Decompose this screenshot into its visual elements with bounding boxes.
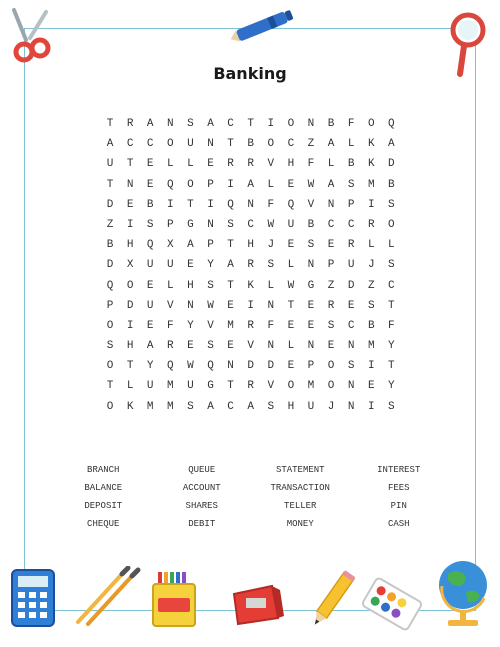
grid-letter: C — [227, 118, 234, 130]
word-list-item: TRANSACTION — [270, 483, 330, 493]
grid-row — [100, 195, 401, 215]
grid-letter: D — [247, 360, 254, 373]
grid-letter: D — [347, 279, 355, 292]
grid-letter: R — [247, 158, 254, 171]
grid-letter: P — [106, 299, 114, 312]
grid-letter: T — [126, 360, 134, 373]
grid-letter: N — [207, 138, 214, 151]
grid-letter: N — [347, 340, 355, 353]
grid-letter: K — [126, 400, 134, 413]
grid-letter: Q — [287, 198, 295, 211]
grid-letter: Y — [187, 319, 194, 332]
grid-letter: C — [327, 218, 335, 231]
grid-letter: N — [307, 118, 315, 130]
word-list-item: INTEREST — [377, 465, 421, 475]
grid-letter: K — [367, 158, 375, 171]
grid-letter: V — [167, 299, 174, 312]
grid-letter: B — [307, 218, 315, 231]
grid-letter: M — [167, 400, 174, 413]
grid-letter: T — [106, 118, 114, 130]
scissors-icon — [6, 8, 56, 68]
grid-letter: B — [347, 158, 355, 171]
grid-letter: H — [187, 279, 194, 292]
grid-letter: T — [187, 198, 194, 211]
grid-letter: T — [227, 279, 234, 292]
grid-letter: A — [247, 178, 254, 191]
grid-letter: D — [126, 299, 134, 312]
grid-letter: G — [307, 279, 315, 292]
grid-letter: I — [367, 360, 375, 373]
grid-letter: E — [367, 380, 375, 393]
word-list-item: ACCOUNT — [182, 483, 221, 493]
grid-row — [100, 255, 401, 275]
grid-letter: N — [347, 400, 355, 413]
grid-letter: H — [247, 239, 254, 252]
grid-letter: E — [287, 239, 295, 252]
grid-letter: S — [207, 279, 214, 292]
page-title: Banking — [213, 64, 287, 83]
grid-letter: H — [287, 158, 295, 171]
grid-letter: I — [167, 198, 174, 211]
grid-letter: I — [227, 178, 234, 191]
grid-letter: B — [106, 239, 114, 252]
grid-letter: T — [227, 380, 234, 393]
grid-letter: D — [106, 198, 114, 211]
grid-row — [100, 235, 401, 255]
grid-letter: E — [146, 158, 154, 171]
grid-letter: L — [267, 178, 275, 191]
grid-letter: Q — [207, 360, 214, 373]
word-list-item: DEBIT — [188, 519, 216, 529]
grid-letter: U — [307, 400, 315, 413]
paint-palette-icon — [362, 574, 422, 634]
grid-letter: N — [307, 259, 315, 272]
grid-letter: C — [347, 218, 355, 231]
grid-letter: A — [247, 400, 254, 413]
grid-letter: N — [307, 340, 315, 353]
grid-letter: R — [367, 218, 375, 231]
grid-letter: A — [327, 138, 335, 151]
grid-letter: L — [267, 279, 275, 292]
grid-letter: F — [267, 319, 275, 332]
grid-letter: Z — [367, 279, 375, 292]
grid-letter: M — [367, 178, 375, 191]
grid-letter: D — [388, 158, 395, 171]
grid-letter: S — [267, 259, 275, 272]
grid-row — [100, 356, 401, 376]
grid-letter: O — [106, 319, 114, 332]
grid-letter: E — [287, 319, 295, 332]
grid-letter: V — [267, 158, 275, 171]
grid-letter: S — [388, 198, 395, 211]
grid-letter: O — [327, 380, 335, 393]
grid-letter: E — [287, 360, 295, 373]
grid-letter: S — [106, 340, 114, 353]
grid-letter: E — [307, 319, 315, 332]
grid-letter: I — [247, 299, 254, 312]
grid-row — [100, 215, 401, 235]
grid-letter: U — [187, 138, 194, 151]
grid-row — [100, 276, 401, 296]
grid-letter: B — [247, 138, 254, 151]
grid-letter: R — [126, 118, 134, 130]
grid-letter: Z — [327, 279, 335, 292]
grid-letter: W — [287, 279, 295, 292]
paintbrushes-icon — [72, 566, 142, 628]
grid-letter: O — [367, 118, 375, 130]
grid-letter: D — [267, 360, 275, 373]
grid-letter: M — [227, 319, 234, 332]
grid-letter: E — [327, 340, 335, 353]
grid-letter: C — [126, 138, 134, 151]
word-list — [54, 461, 448, 533]
grid-letter: E — [227, 340, 234, 353]
grid-letter: B — [327, 118, 335, 130]
grid-letter: A — [388, 138, 395, 151]
grid-letter: L — [187, 158, 194, 171]
grid-letter: R — [227, 158, 234, 171]
grid-letter: A — [207, 400, 214, 413]
grid-letter: Y — [388, 340, 395, 353]
grid-row — [100, 336, 401, 356]
grid-letter: L — [287, 259, 295, 272]
grid-letter: X — [126, 259, 134, 272]
grid-letter: G — [207, 380, 214, 393]
grid-letter: U — [146, 259, 154, 272]
grid-letter: R — [247, 380, 254, 393]
grid-letter: E — [307, 299, 315, 312]
grid-letter: H — [126, 340, 134, 353]
word-list-item: TELLER — [284, 501, 317, 511]
grid-letter: I — [367, 198, 375, 211]
grid-row — [100, 154, 401, 174]
grid-letter: I — [367, 400, 375, 413]
grid-letter: L — [367, 239, 375, 252]
grid-letter: I — [126, 218, 134, 231]
grid-letter: O — [126, 279, 134, 292]
grid-letter: E — [347, 299, 355, 312]
grid-row — [100, 316, 401, 336]
letter-grid — [100, 114, 401, 417]
grid-letter: C — [347, 319, 355, 332]
word-list-item: DEPOSIT — [84, 501, 123, 511]
grid-letter: F — [167, 319, 174, 332]
grid-letter: O — [287, 380, 295, 393]
grid-letter: O — [287, 118, 295, 130]
grid-letter: S — [187, 400, 194, 413]
word-list-item: MONEY — [286, 519, 314, 529]
globe-icon — [434, 556, 492, 632]
grid-letter: O — [187, 178, 194, 191]
grid-letter: E — [227, 299, 234, 312]
grid-letter: B — [367, 319, 375, 332]
grid-letter: G — [187, 218, 194, 231]
grid-letter: N — [267, 340, 275, 353]
grid-letter: Q — [146, 239, 154, 252]
grid-letter: R — [327, 299, 335, 312]
grid-letter: K — [247, 279, 254, 292]
grid-letter: E — [187, 259, 194, 272]
grid-letter: T — [106, 380, 114, 393]
grid-letter: S — [146, 218, 154, 231]
grid-letter: W — [267, 218, 275, 231]
grid-letter: I — [207, 198, 214, 211]
grid-letter: S — [207, 340, 214, 353]
grid-letter: Y — [146, 360, 154, 373]
grid-letter: I — [126, 319, 134, 332]
grid-letter: Q — [167, 178, 174, 191]
grid-letter: C — [247, 218, 254, 231]
grid-letter: P — [307, 360, 315, 373]
grid-letter: A — [227, 259, 234, 272]
pen-icon — [226, 8, 300, 44]
grid-letter: U — [146, 380, 154, 393]
grid-letter: V — [207, 319, 214, 332]
grid-letter: L — [167, 279, 174, 292]
word-list-item: BALANCE — [84, 483, 123, 493]
grid-letter: Q — [227, 198, 234, 211]
calculator-icon — [8, 566, 58, 628]
word-list-item: CHEQUE — [87, 519, 120, 529]
grid-letter: U — [146, 299, 154, 312]
grid-letter: V — [267, 380, 275, 393]
grid-letter: Q — [388, 118, 395, 130]
grid-letter: O — [388, 218, 395, 231]
grid-letter: W — [187, 360, 194, 373]
grid-letter: B — [146, 198, 154, 211]
grid-letter: T — [247, 118, 254, 130]
grid-letter: S — [367, 299, 375, 312]
grid-letter: Z — [106, 218, 114, 231]
crayons-icon — [150, 570, 198, 628]
grid-letter: L — [126, 380, 134, 393]
grid-letter: Y — [207, 259, 214, 272]
grid-letter: S — [388, 400, 395, 413]
grid-letter: U — [167, 259, 174, 272]
grid-letter: E — [287, 178, 295, 191]
grid-letter: O — [167, 138, 174, 151]
grid-letter: I — [267, 118, 275, 130]
grid-letter: L — [327, 158, 335, 171]
grid-letter: T — [106, 178, 114, 191]
grid-letter: E — [207, 158, 214, 171]
grid-letter: T — [227, 239, 234, 252]
grid-letter: L — [388, 239, 395, 252]
grid-letter: O — [106, 360, 114, 373]
grid-letter: C — [287, 138, 295, 151]
grid-letter: V — [247, 340, 254, 353]
grid-letter: R — [247, 259, 254, 272]
grid-letter: O — [106, 400, 114, 413]
grid-letter: F — [388, 319, 395, 332]
grid-row — [100, 397, 401, 417]
grid-letter: J — [367, 259, 375, 272]
grid-letter: C — [146, 138, 154, 151]
grid-letter: V — [307, 198, 315, 211]
grid-letter: T — [287, 299, 295, 312]
word-list-item: SHARES — [185, 501, 218, 511]
grid-letter: J — [267, 239, 275, 252]
grid-letter: N — [247, 198, 254, 211]
word-list-item: FEES — [387, 483, 410, 493]
grid-letter: R — [247, 319, 254, 332]
grid-letter: E — [327, 239, 335, 252]
grid-letter: A — [207, 118, 214, 130]
grid-letter: U — [187, 380, 194, 393]
grid-letter: Y — [388, 380, 395, 393]
grid-letter: T — [388, 299, 395, 312]
grid-letter: H — [287, 400, 295, 413]
grid-letter: N — [267, 299, 275, 312]
grid-letter: E — [146, 178, 154, 191]
grid-letter: U — [287, 218, 295, 231]
grid-row — [100, 134, 401, 154]
grid-letter: S — [388, 259, 395, 272]
sharpener-icon — [228, 580, 284, 626]
grid-letter: E — [146, 279, 154, 292]
grid-letter: R — [347, 239, 355, 252]
grid-letter: M — [167, 380, 174, 393]
grid-letter: B — [388, 178, 395, 191]
grid-letter: P — [167, 218, 174, 231]
grid-letter: Z — [307, 138, 315, 151]
word-list-item: CASH — [387, 519, 410, 529]
grid-letter: L — [167, 158, 174, 171]
grid-letter: U — [347, 259, 355, 272]
grid-letter: A — [106, 138, 114, 151]
grid-letter: N — [187, 299, 194, 312]
grid-letter: C — [227, 400, 234, 413]
grid-letter: F — [307, 158, 315, 171]
grid-letter: P — [327, 259, 335, 272]
grid-letter: S — [347, 360, 355, 373]
grid-letter: S — [227, 218, 234, 231]
word-list-item: QUEUE — [188, 465, 216, 475]
grid-letter: O — [267, 138, 275, 151]
grid-letter: A — [146, 340, 154, 353]
grid-letter: W — [307, 178, 315, 191]
grid-row — [100, 296, 401, 316]
grid-letter: E — [126, 198, 134, 211]
grid-letter: S — [347, 178, 355, 191]
grid-row — [100, 376, 401, 396]
grid-letter: A — [187, 239, 194, 252]
grid-letter: N — [327, 198, 335, 211]
grid-letter: Q — [167, 360, 174, 373]
grid-letter: M — [367, 340, 375, 353]
grid-letter: N — [207, 218, 214, 231]
pencil-icon — [306, 568, 358, 632]
word-list-item: BRANCH — [87, 465, 120, 475]
grid-letter: F — [267, 198, 275, 211]
grid-letter: P — [207, 239, 214, 252]
grid-letter: M — [146, 400, 154, 413]
grid-letter: S — [307, 239, 315, 252]
grid-letter: T — [227, 138, 234, 151]
grid-letter: S — [267, 400, 275, 413]
grid-letter: N — [126, 178, 134, 191]
grid-letter: C — [388, 279, 395, 292]
grid-row — [100, 175, 401, 195]
word-list-item: STATEMENT — [275, 465, 325, 475]
grid-letter: N — [227, 360, 234, 373]
grid-letter: F — [347, 118, 355, 130]
grid-letter: S — [187, 118, 194, 130]
grid-letter: T — [388, 360, 395, 373]
grid-letter: N — [347, 380, 355, 393]
grid-letter: J — [327, 400, 335, 413]
grid-letter: E — [187, 340, 194, 353]
grid-letter: K — [367, 138, 375, 151]
grid-letter: A — [327, 178, 335, 191]
grid-letter: P — [347, 198, 355, 211]
grid-letter: T — [126, 158, 134, 171]
grid-letter: D — [106, 259, 114, 272]
grid-letter: A — [146, 118, 154, 130]
grid-letter: L — [347, 138, 355, 151]
grid-letter: U — [106, 158, 114, 171]
grid-letter: P — [207, 178, 214, 191]
grid-row — [100, 114, 401, 134]
grid-letter: R — [167, 340, 174, 353]
grid-letter: E — [146, 319, 154, 332]
grid-letter: Q — [106, 279, 114, 292]
word-list-item: PIN — [390, 501, 407, 511]
grid-letter: H — [126, 239, 134, 252]
grid-letter: M — [307, 380, 315, 393]
grid-letter: W — [207, 299, 214, 312]
grid-letter: O — [327, 360, 335, 373]
grid-letter: L — [287, 340, 295, 353]
grid-letter: X — [167, 239, 174, 252]
grid-letter: S — [327, 319, 335, 332]
grid-letter: N — [167, 118, 174, 130]
